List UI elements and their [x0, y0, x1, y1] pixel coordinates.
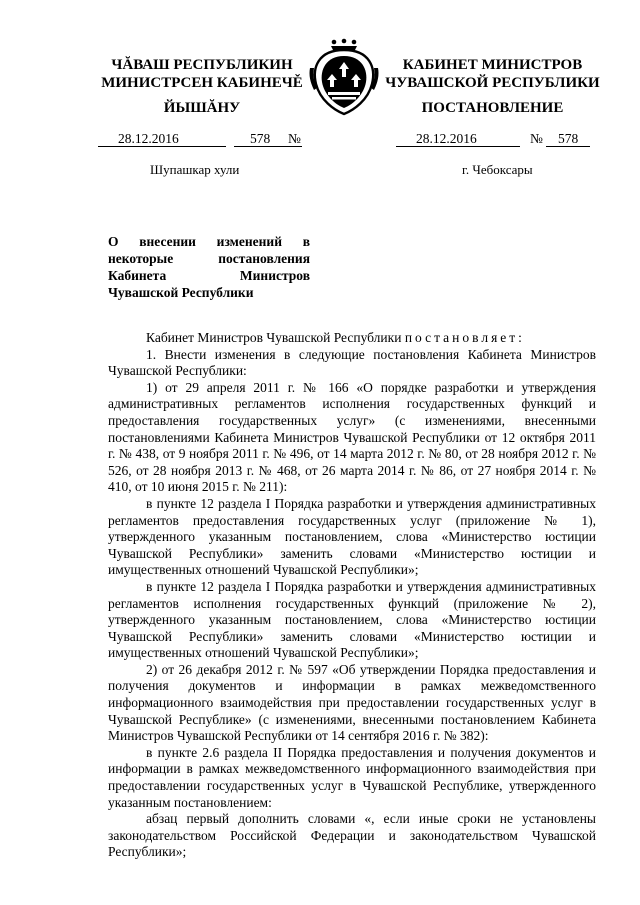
body-paragraph: абзац первый дополнить словами «, если иные сроки не установлены законодательством Российской Федерации и законодательством Чувашской Республики»;: [108, 811, 596, 860]
header-right-title: [370, 56, 615, 92]
header-right-line1: КАБИНЕТ МИНИСТРОВ: [402, 57, 583, 73]
registration-right-number: 578: [558, 131, 579, 146]
registration-left: [0, 131, 320, 147]
header-left-title: [92, 56, 312, 92]
body-paragraph: в пункте 2.6 раздела II Порядка предоставления и получения документов и информации в рамках межведомственного информационного взаимодействия при предоставлении государственных услуг в Чувашской Республике, утвержденного указанным постановлением:: [108, 744, 596, 810]
registration-right-date: 28.12.2016: [416, 131, 477, 146]
registration-left-number-sign: №: [288, 131, 301, 146]
city-left: Шупашкар хули: [150, 162, 240, 177]
body-paragraph: в пункте 12 раздела I Порядка разработки и утверждения административных регламентов исполнения государственных функций (приложение № 2), утвержденного указанным постановлением, слова «Министерство юстиции Чувашской Республики» заменить словами «Министерство юстиции и имущественных отношений Чувашской Республики»;: [108, 578, 596, 661]
header-right-doc-type: ПОСТАНОВЛЕНИЕ: [421, 100, 564, 116]
city-right: г. Чебоксары: [462, 162, 533, 177]
header-left-line1: ЧĂВАШ РЕСПУБЛИКИН: [111, 57, 293, 73]
header-right-line2: ЧУВАШСКОЙ РЕСПУБЛИКИ: [385, 75, 600, 91]
body-paragraph: 2) от 26 декабря 2012 г. № 597 «Об утверждении Порядка предоставления и получения документов и информации в рамках межведомственного информационного взаимодействия при предоставлении государственных услуг в Чувашской Республике» (с изменениями, внесенными постановлением Кабинета Министров Чувашской Республики от 14 сентября 2016 г. № 382):: [108, 661, 596, 744]
body-paragraph: 1. Внести изменения в следующие постановления Кабинета Министров Чувашской Республики:: [108, 346, 596, 379]
registration-left-date: 28.12.2016: [118, 131, 179, 146]
intro-prefix: Кабинет Министров Чувашской Республики: [146, 330, 402, 345]
registration-left-number: 578: [250, 131, 271, 146]
document-title: О внесении изменений в некоторые постановления Кабинета Министров Чувашской Республики: [108, 234, 310, 300]
intro-paragraph: [108, 330, 596, 347]
body-paragraph: 1) от 29 апреля 2011 г. № 166 «О порядке разработки и утверждения административных регламентов исполнения государственных функций и предоставления государственных услуг» (с изменениями, внесенными постановлениями Кабинета Министров Чувашской Республики от 12 октября 2011 г. № 438, от 9 ноября 2011 г. № 496, от 14 марта 2012 г. № 80, от 28 ноября 2012 г. № 526, от 28 ноября 2013 г. № 468, от 26 марта 2014 г. № 86, от 27 ноября 2014 г. № 410, от 10 июня 2015 г. № 211):: [108, 379, 596, 495]
registration-right: [320, 131, 640, 147]
document-body: [108, 330, 596, 861]
intro-verb: постановляет:: [404, 330, 525, 345]
body-paragraph: в пункте 12 раздела I Порядка разработки и утверждения административных регламентов предоставления государственных услуг (приложение № 1), утвержденного указанным постановлением, слова «Министерство юстиции Чувашской Республики» заменить словами «Министерство юстиции и имущественных отношений Чувашской Республики»;: [108, 495, 596, 578]
header-left-doc-type: ЙЫШĂНУ: [163, 100, 241, 116]
registration-right-number-sign: №: [530, 131, 543, 146]
header-left-line2: МИНИСТРСЕН КАБИНЕЧĚ: [101, 75, 303, 91]
